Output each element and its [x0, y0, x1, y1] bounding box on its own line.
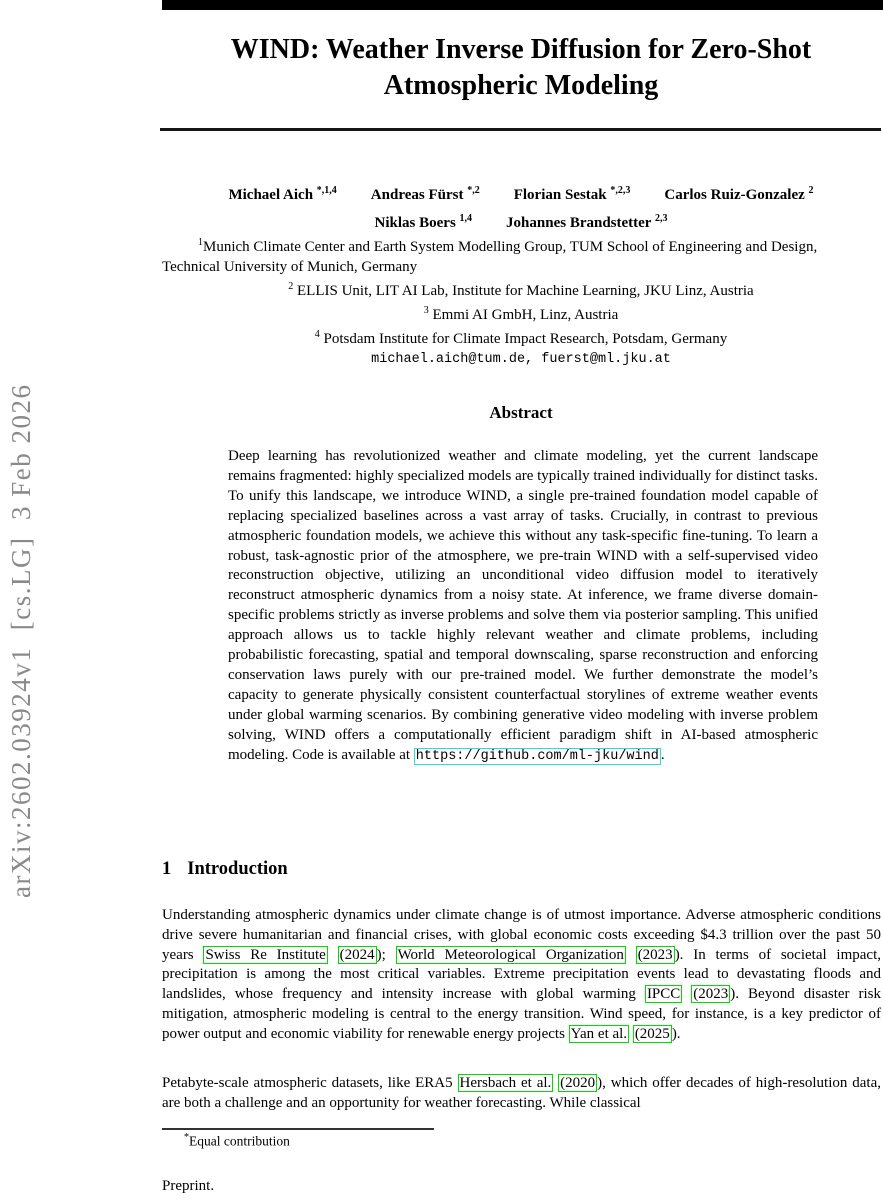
equal-contribution-footnote [162, 1132, 862, 1150]
affiliation-sup: 4 [314, 329, 320, 340]
abstract-heading: Abstract [489, 403, 553, 422]
citation-link[interactable]: Hersbach et al. [459, 1075, 552, 1091]
author-name: Carlos Ruiz-Gonzalez [664, 187, 805, 203]
affiliation [162, 277, 880, 301]
footnote-marker: * [184, 1132, 189, 1143]
citation-link[interactable]: IPCC [646, 986, 681, 1003]
affiliation-text: ELLIS Unit, LIT AI Lab, Institute for Machine Learning, JKU Linz, Austria [293, 283, 754, 299]
author-affil-sup: *,1,4 [316, 185, 337, 196]
citation-link[interactable]: Swiss Re Institute [205, 946, 326, 963]
preprint-footer: Preprint. [162, 1178, 215, 1194]
section-number: 1 [162, 859, 172, 879]
affiliation-sup: 3 [423, 305, 429, 316]
affiliation-text: Potsdam Institute for Climate Impact Research, Potsdam, Germany [319, 331, 728, 347]
affiliation-list [162, 233, 880, 370]
author-name: Florian Sestak [513, 187, 607, 203]
text-run: Understanding atmospheric dynamics under climate change is of utmost importance. Adverse atmospheric conditions drive severe humanitarian and financial crises, with global economic costs exceeding $4.3 trillion over the past 50 years [162, 907, 881, 963]
arxiv-stamp: arXiv:2602.03924v1 [cs.LG] 3 Feb 2026 [6, 383, 36, 898]
paper-title-line2: Atmospheric Modeling [383, 70, 659, 101]
author-row [162, 207, 880, 235]
citation-link[interactable]: (2023 [637, 946, 673, 963]
author [228, 187, 336, 203]
paper-title [162, 32, 880, 104]
author [375, 215, 473, 231]
affiliation-sup: 2 [288, 281, 294, 292]
citation-link[interactable]: (2024 [339, 946, 375, 963]
abstract-text [228, 447, 818, 767]
intro-paragraph-2 [162, 1074, 881, 1114]
affiliation [162, 325, 880, 349]
affiliation-text: Munich Climate Center and Earth System Modelling Group, TUM School of Engineering and Design, Technical University of Munich, Germany [162, 239, 818, 275]
footnote-rule [162, 1128, 434, 1130]
citation-link[interactable]: (2023 [693, 986, 729, 1003]
text-run: ); [376, 946, 396, 963]
author-affil-sup: *,2,3 [610, 185, 631, 196]
author-row [162, 179, 880, 207]
text-run: . [660, 746, 665, 763]
contact-emails: michael.aich@tum.de, fuerst@ml.jku.at [371, 352, 671, 367]
intro-paragraph-1 [162, 906, 881, 1045]
author-affil-sup: 2,3 [654, 213, 668, 224]
author-affil-sup: 1,4 [459, 213, 473, 224]
text-run [682, 986, 691, 1002]
text-run: ). [671, 1025, 681, 1042]
citation-link[interactable]: (2025 [634, 1025, 670, 1042]
paper-title-line1: WIND: Weather Inverse Diffusion for Zero-Shot [230, 34, 812, 65]
author [514, 187, 631, 203]
author-name: Andreas Fürst [370, 187, 464, 203]
text-run: Deep learning has revolutionized weather and climate modeling, yet the current landscape remains fragmented: highly specialized models are typically trained individually for distinct tasks. To unify this landscape, we introduce WIND, a single pre-trained foundation model capable of replacing specialized baselines across a vast array of tasks. Crucially, in contrast to previous atmospheric foundation models, we achieve this without any task-specific fine-tuning. To learn a robust, task-agnostic prior of the atmosphere, we pre-train WIND with a self-supervised video reconstruction objective, utilizing an unconditional video diffusion model to iteratively reconstruct atmospheric dynamics from a noisy state. At inference, we frame diverse domain-specific problems strictly as inverse problems and solve them via posterior sampling. This unified approach allows us to tackle highly relevant weather and climate problems, including probabilistic forecasting, spatial and temporal downscaling, sparse reconstruction and enforcing conservation laws purely with our pre-trained model. We further demonstrate the model’s capacity to generate physically consistent counterfactual storylines of extreme weather events under global warming scenarios. By combining generative video modeling with inverse problem solving, WIND offers a computationally efficient paradigm shift in AI-based atmospheric modeling. Code is available at [228, 448, 818, 763]
citation-link[interactable]: (2020 [560, 1075, 596, 1091]
affiliation [162, 233, 856, 277]
citation-link[interactable]: World Meteorological Organization [397, 946, 624, 963]
affiliation [162, 301, 880, 325]
text-run: ). Beyond disaster risk mitigation, atmospheric modeling is central to the energy transition. Wind speed, for instance, is a key predictor of power output and economic viability for renewable energy projects [162, 986, 882, 1042]
text-run [626, 947, 636, 963]
citation-link[interactable]: Yan et al. [570, 1025, 628, 1042]
author-affil-sup: 2 [808, 185, 814, 196]
top-black-bar [162, 0, 883, 10]
author-list [162, 179, 880, 235]
affiliation-sup: 1 [198, 237, 203, 248]
author-affil-sup: *,2 [467, 185, 480, 196]
affiliation-text: Emmi AI GmbH, Linz, Austria [428, 307, 619, 323]
title-divider-rule [160, 128, 881, 131]
url-link[interactable]: https://github.com/ml-jku/wind [415, 748, 659, 764]
author-name: Michael Aich [228, 187, 314, 203]
author [506, 215, 667, 231]
section-title: Introduction [187, 859, 288, 879]
text-run: ), which offer decades of high-resolution data, are both a challenge and an opportunity for weather forecasting. While classical [162, 1075, 881, 1111]
author-name: Niklas Boers [374, 215, 456, 231]
footnote-text: Equal contribution [189, 1133, 290, 1149]
text-run: Petabyte-scale atmospheric datasets, like ERA5 [162, 1075, 458, 1091]
author [371, 187, 480, 203]
author [664, 187, 813, 203]
section-heading-introduction [162, 859, 288, 880]
text-run [328, 947, 338, 963]
text-run: ). In terms of societal impact, precipitation is among the most critical variables. Extreme precipitation events lead to devastating floods and landslides, whose frequency and intensity increase with global warming [162, 946, 882, 1003]
author-name: Johannes Brandstetter [506, 215, 652, 231]
